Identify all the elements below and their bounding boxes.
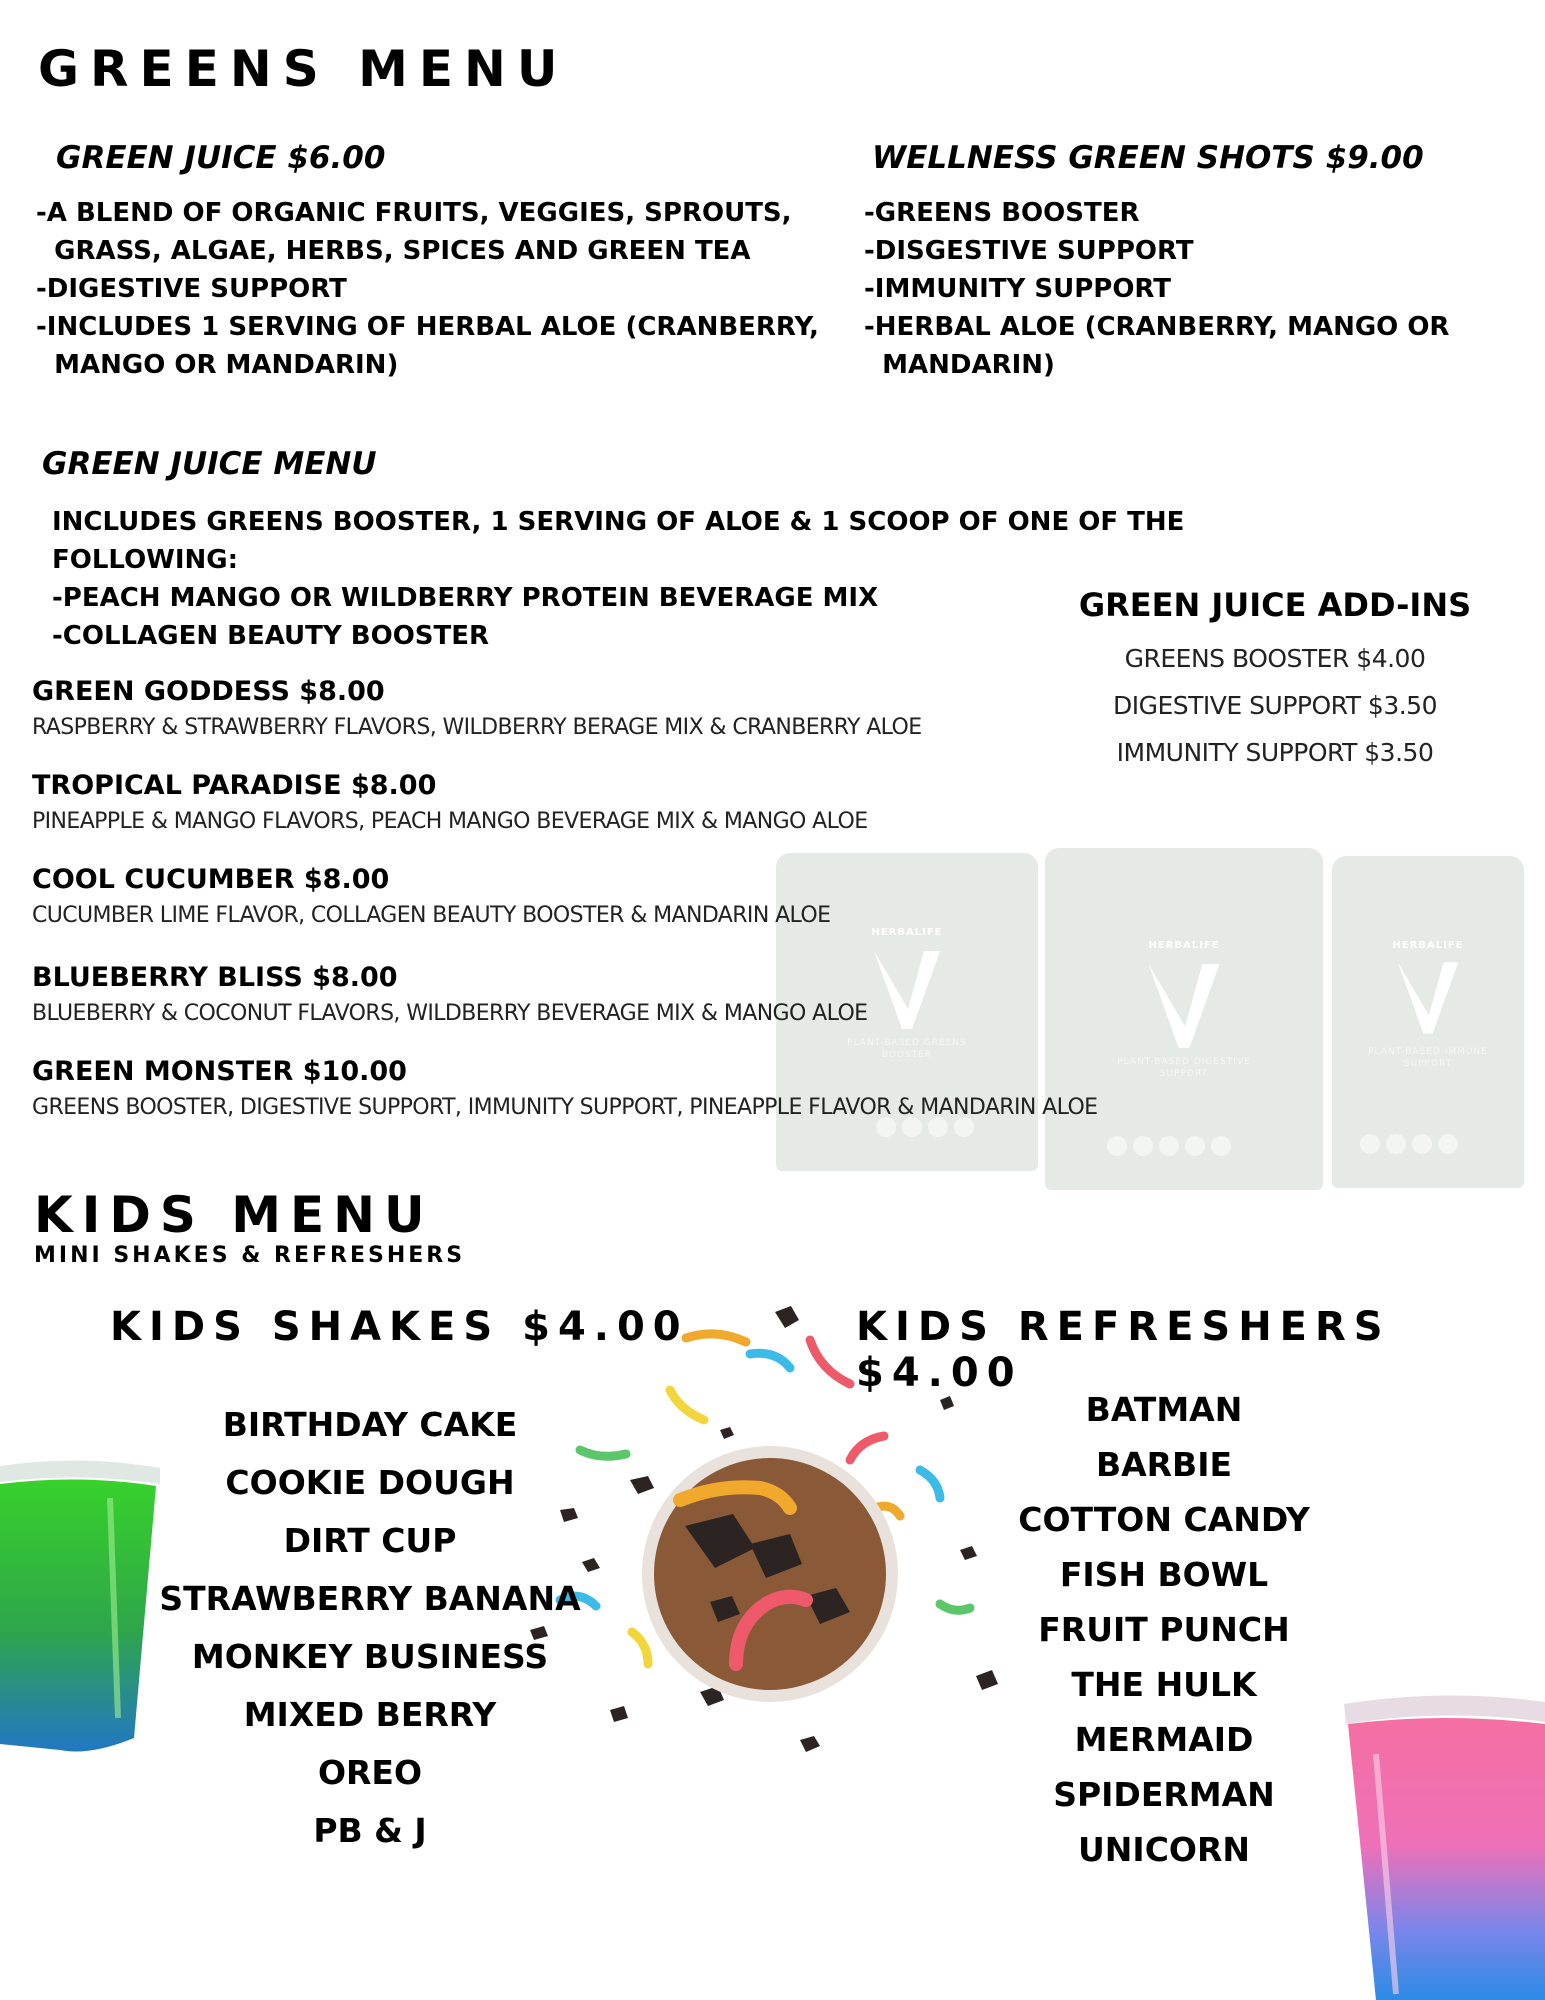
wellness-shots-line: MANDARIN) <box>864 350 1055 380</box>
list-item: PB & J <box>313 1811 427 1850</box>
juice-item-title: COOL CUCUMBER $8.00 <box>32 864 390 895</box>
list-item: FRUIT PUNCH <box>1038 1610 1290 1649</box>
addins-section <box>1060 586 1490 767</box>
green-juice-menu-heading: GREEN JUICE MENU <box>42 446 377 482</box>
herbalife-v-logo-icon <box>1396 960 1460 1036</box>
juice-item-description: RASPBERRY & STRAWBERRY FLAVORS, WILDBERRY BERAGE MIX & CRANBERRY ALOE <box>32 715 922 740</box>
juice-item-description: BLUEBERRY & COCONUT FLAVORS, WILDBERRY BEVERAGE MIX & MANGO ALOE <box>32 1001 868 1026</box>
juice-item-title: BLUEBERRY BLISS $8.00 <box>32 962 398 993</box>
green-juice-line: GRASS, ALGAE, HERBS, SPICES AND GREEN TEA <box>36 236 751 266</box>
list-item <box>32 962 1097 1056</box>
wellness-shots-heading: WELLNESS GREEN SHOTS $9.00 <box>872 140 1424 176</box>
immune-support-pouch-image <box>1332 856 1524 1188</box>
list-item: FISH BOWL <box>1059 1555 1269 1594</box>
list-item: THE HULK <box>1071 1665 1257 1704</box>
green-juice-line: -INCLUDES 1 SERVING OF HERBAL ALOE (CRANBERRY, <box>36 312 819 342</box>
wellness-shots-line: -IMMUNITY SUPPORT <box>864 274 1172 304</box>
list-item: STRAWBERRY BANANA <box>159 1579 581 1618</box>
wellness-shots-line: -DISGESTIVE SUPPORT <box>864 236 1194 266</box>
kids-shakes-list <box>150 1396 590 1860</box>
list-item: OREO <box>317 1753 423 1792</box>
addin-item: GREENS BOOSTER $4.00 <box>1124 644 1426 673</box>
list-item: UNICORN <box>1078 1830 1250 1869</box>
juice-item-title: GREEN GODDESS $8.00 <box>32 676 385 707</box>
kids-shakes-heading: KIDS SHAKES $4.00 <box>110 1304 689 1350</box>
juice-menu-intro-line: FOLLOWING: <box>52 545 239 575</box>
juice-menu-intro-line: -PEACH MANGO OR WILDBERRY PROTEIN BEVERAGE MIX <box>52 583 879 613</box>
juice-item-title: TROPICAL PARADISE $8.00 <box>32 770 437 801</box>
addins-heading: GREEN JUICE ADD-INS <box>1078 586 1472 624</box>
green-juice-description <box>36 194 819 384</box>
list-item: COTTON CANDY <box>1018 1500 1310 1539</box>
green-drink-cup-image <box>0 1458 165 1760</box>
green-juice-menu-intro <box>52 503 1184 655</box>
list-item: MONKEY BUSINESS <box>191 1637 549 1676</box>
green-juice-line: -A BLEND OF ORGANIC FRUITS, VEGGIES, SPROUTS, <box>36 198 792 228</box>
pouch-brand: HERBALIFE <box>1148 940 1220 951</box>
pouch-certification-icons <box>1107 1136 1231 1156</box>
list-item: MERMAID <box>1074 1720 1254 1759</box>
pouch-product-name: PLANT-BASED DIGESTIVE SUPPORT <box>1117 1057 1251 1079</box>
juice-item-description: PINEAPPLE & MANGO FLAVORS, PEACH MANGO BEVERAGE MIX & MANGO ALOE <box>32 809 868 834</box>
wellness-shots-description <box>864 194 1449 384</box>
list-item: BARBIE <box>1095 1445 1233 1484</box>
green-juice-line: -DIGESTIVE SUPPORT <box>36 274 347 304</box>
list-item <box>32 864 1097 962</box>
kids-refreshers-list <box>944 1382 1384 1877</box>
list-item: COOKIE DOUGH <box>225 1463 515 1502</box>
wellness-shots-line: -GREENS BOOSTER <box>864 198 1140 228</box>
pouch-product-name: PLANT-BASED GREENS BOOSTER <box>847 1038 967 1060</box>
addin-item: IMMUNITY SUPPORT $3.50 <box>1116 738 1434 767</box>
juice-menu-intro-line: INCLUDES GREENS BOOSTER, 1 SERVING OF ALOE & 1 SCOOP OF ONE OF THE <box>52 507 1185 537</box>
list-item: BIRTHDAY CAKE <box>222 1405 518 1444</box>
kids-refreshers-heading: KIDS REFRESHERS $4.00 <box>856 1304 1391 1396</box>
list-item <box>32 1056 1097 1150</box>
list-item <box>32 770 1097 864</box>
wellness-shots-line: -HERBAL ALOE (CRANBERRY, MANGO OR <box>864 312 1450 342</box>
green-juice-line: MANGO OR MANDARIN) <box>36 350 399 380</box>
kids-menu-title: KIDS MENU <box>34 1186 434 1244</box>
juice-item-description: GREENS BOOSTER, DIGESTIVE SUPPORT, IMMUNITY SUPPORT, PINEAPPLE FLAVOR & MANDARIN ALOE <box>32 1095 1098 1120</box>
juice-item-description: CUCUMBER LIME FLAVOR, COLLAGEN BEAUTY BOOSTER & MANDARIN ALOE <box>32 903 831 928</box>
list-item: BATMAN <box>1085 1390 1243 1429</box>
pouch-certification-icons <box>1360 1134 1458 1154</box>
greens-menu-title: GREENS MENU <box>38 40 569 98</box>
list-item: SPIDERMAN <box>1053 1775 1275 1814</box>
herbalife-v-logo-icon <box>1146 962 1222 1050</box>
pouch-brand: HERBALIFE <box>871 927 943 938</box>
juice-menu-list <box>32 676 1097 1150</box>
kids-menu-subtitle: MINI SHAKES & REFRESHERS <box>34 1243 466 1268</box>
list-item <box>32 676 1097 770</box>
list-item: DIRT CUP <box>283 1521 457 1560</box>
list-item: MIXED BERRY <box>243 1695 497 1734</box>
juice-menu-intro-line: -COLLAGEN BEAUTY BOOSTER <box>52 621 490 651</box>
pouch-brand: HERBALIFE <box>1392 940 1464 951</box>
juice-item-title: GREEN MONSTER $10.00 <box>32 1056 407 1087</box>
pouch-product-name: PLANT-BASED IMMUNE SUPPORT <box>1368 1047 1488 1069</box>
green-juice-heading: GREEN JUICE $6.00 <box>56 140 386 176</box>
addin-item: DIGESTIVE SUPPORT $3.50 <box>1113 691 1437 720</box>
